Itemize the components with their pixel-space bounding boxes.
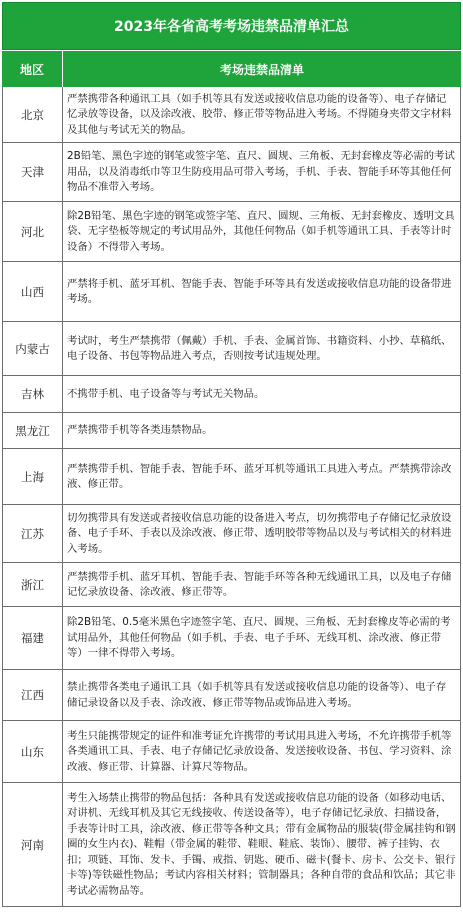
table-body: [2, 87, 461, 907]
banned-items-text: 不携带手机、电子设备等与考试无关物品。: [67, 387, 265, 400]
header-region: 地区: [2, 51, 63, 87]
region-cell: 浙江: [3, 563, 63, 606]
region-cell: 吉林: [3, 376, 63, 412]
banned-items-text: 考试时，考生严禁携带（佩戴）手机、手表、金属首饰、书籍资料、小抄、草稿纸、电子设备、书包等物品进入考点，否则按考试违规处理。: [67, 334, 452, 362]
region-cell: 上海: [3, 449, 63, 504]
banned-items-cell: [63, 87, 460, 142]
banned-items-text: 严禁携带手机、蓝牙耳机、智能手表、智能手环等各种无线通讯工具，以及电子存储记忆录放设备、涂改液、修正带等。: [67, 570, 452, 598]
banned-items-cell: [63, 563, 460, 606]
region-cell: 黑龙江: [3, 413, 63, 448]
banned-items-text: 2B铅笔、黑色字迹的钢笔或签字笔、直尺、圆规、三角板、无封套橡皮等必需的考试用品，以及消毒纸巾等卫生防疫用品可带入考场，手机、手表、智能手环等其他任何物品不准带入考场。: [67, 150, 455, 194]
banned-items-cell: [63, 607, 460, 669]
table-row: [2, 449, 461, 505]
banned-items-cell: [63, 376, 460, 412]
banned-items-cell: [63, 262, 460, 321]
banned-items-text: 考生只能携带规定的证件和准考证允许携带的考试用具进入考场，不允许携带手机等各类通讯工具、手表、电子存储记忆录放设备、发送接收设备、书包、学习资料、涂改液、修正带、计算器、计算尺等物品。: [67, 729, 452, 773]
table-header: [2, 51, 461, 87]
banned-items-text: 严禁携带手机、智能手表、智能手环、蓝牙耳机等通讯工具进入考点。严禁携带涂改液、修正带。: [67, 462, 452, 490]
region-cell: 北京: [3, 87, 63, 142]
region-cell: 河南: [3, 783, 63, 906]
table-row: [2, 505, 461, 563]
region-cell: 山东: [3, 721, 63, 782]
table-row: [2, 413, 461, 449]
table-row: [2, 262, 461, 322]
table-row: [2, 87, 461, 143]
header-banned-items: 考场违禁品清单: [219, 62, 304, 77]
table-row: [2, 202, 461, 262]
banned-items-cell: [63, 322, 460, 375]
banned-items-cell: [63, 783, 460, 906]
table-row: [2, 143, 461, 202]
region-cell: 江西: [3, 670, 63, 720]
region-cell: 河北: [3, 202, 63, 261]
region-cell: 天津: [3, 143, 63, 201]
region-cell: 江苏: [3, 505, 63, 562]
page-title: 2023年各省高考考场违禁品清单汇总: [2, 2, 461, 50]
banned-items-cell: [63, 505, 460, 562]
banned-items-text: 除2B铅笔、0.5毫米黑色字迹签字笔、直尺、圆规、三角板、无封套橡皮等必需的考试用品外，其他任何物品（如手机、手表、电子手环、无线耳机、涂改液、修正带等）一律不得带入考场。: [67, 616, 451, 660]
banned-items-text: 严禁携带各种通讯工具（如手机等具有发送或接收信息功能的设备等）、电子存储记忆录放等设备，以及涂改液、胶带、修正带等物品进入考场。不得随身夹带文字材料及其他与考试无关的物品。: [67, 92, 452, 136]
banned-items-text: 除2B铅笔、黑色字迹的钢笔或签字笔、直尺、圆规、三角板、无封套橡皮、透明文具袋、无字垫板等规定的考试用品外，其他任何物品（如手机等通讯工具、手表等计时设备）不得带入考场。: [67, 209, 455, 253]
banned-items-cell: [63, 670, 460, 720]
banned-items-text: 严禁携带手机等各类违禁物品。: [67, 424, 213, 437]
banned-items-cell: [63, 202, 460, 261]
banned-items-text: 禁止携带各类电子通讯工具（如手机等具有发送或接收信息功能的设备等）、电子存储记录设备以及手表、涂改液、修正带等物品或饰品进入考场。: [67, 681, 447, 709]
region-cell: 福建: [3, 607, 63, 669]
banned-items-cell: [63, 449, 460, 504]
table-row: [2, 607, 461, 670]
banned-items-text: 严禁将手机、蓝牙耳机、智能手表、智能手环等具有发送或接收信息功能的设备带进考场。: [67, 277, 452, 305]
banned-items-text: 切勿携带具有发送或者接收信息功能的设备进入考点，切勿携带电子存储记忆录放设备、电子手环、手表以及涂改液、修正带、透明胶带等物品以及与考试相关的材料进入考场。: [67, 511, 452, 555]
table-row: [2, 783, 461, 907]
banned-items-text: 考生入场禁止携带的物品包括：各种具有发送或接收信息功能的设备（如移动电话、对讲机、无线耳机及其它无线接收、传送设备等），电子存储记忆录放、扫描设备，手表等计时工具，涂改液、修正带等各种文具；带有金属物品的服装(带金属挂钩和钢圈的女生内衣)、鞋帽（带金属的鞋带、鞋眼、鞋底、装饰）、腰带、裤子挂钩、衣扣；项链、耳饰、发卡、手镯、戒指、钥匙、硬币、磁卡(餐卡、房卡、公交卡、银行卡等)等铁磁性物品；考试内容相关材料；管制器具；各种自带的食品和饮品；其它非考试必需物品等。: [67, 791, 456, 897]
table-row: [2, 721, 461, 783]
table-row: [2, 670, 461, 721]
table-row: [2, 322, 461, 376]
banned-items-cell: [63, 143, 460, 201]
banned-items-cell: [63, 721, 460, 782]
banned-items-cell: [63, 413, 460, 448]
table-row: [2, 563, 461, 607]
table-row: [2, 376, 461, 413]
region-cell: 山西: [3, 262, 63, 321]
region-cell: 内蒙古: [3, 322, 63, 375]
